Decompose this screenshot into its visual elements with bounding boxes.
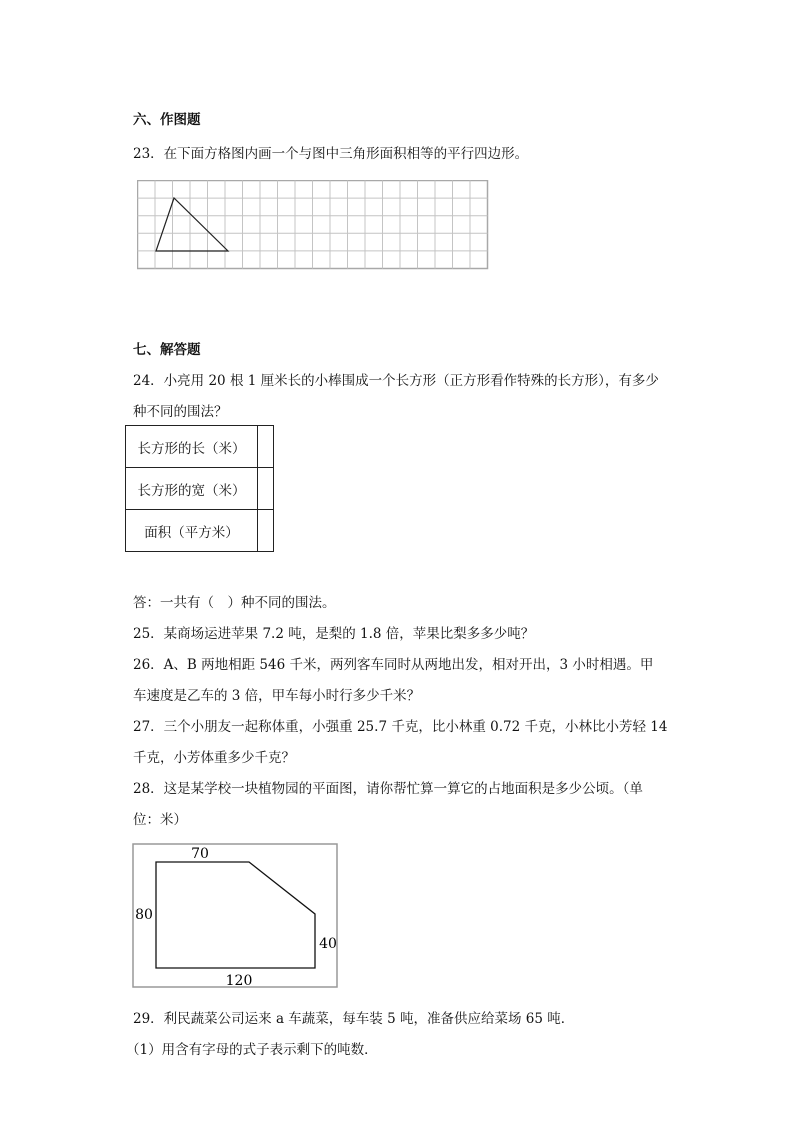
question-27-line-2: 千克，小芳体重多少千克？ (133, 750, 295, 766)
question-28-line-1: 28．这是某学校一块植物园的平面图，请你帮忙算一算它的占地面积是多少公顷。（单 (133, 781, 643, 797)
rectangle-table (125, 425, 274, 552)
question-27-line-1: 27．三个小朋友一起称体重，小强重 25.7 千克，比小林重 0.72 千克，小林比小芳轻 14 (133, 719, 668, 735)
figure-frame (133, 844, 337, 987)
question-25: 25．某商场运进苹果 7.2 吨，是梨的 1.8 倍，苹果比梨多多少吨？ (133, 626, 535, 642)
table-blank-cell (258, 468, 274, 510)
question-29-line-1: 29．利民蔬菜公司运来 a 车蔬菜，每车装 5 吨，准备供应给菜场 65 吨． (133, 1011, 575, 1027)
question-26-line-1: 26．A、B 两地相距 546 千米，两列客车同时从两地出发，相对开出，3 小时相遇。甲 (133, 657, 654, 673)
garden-plan-figure (132, 843, 339, 989)
label-bottom: 120 (225, 973, 253, 989)
table-row (126, 426, 274, 468)
garden-pentagon (156, 862, 315, 968)
section-6-heading: 六、作图题 (133, 112, 201, 128)
question-24-line-1: 24．小亮用 20 根 1 厘米长的小棒围成一个长方形（正方形看作特殊的长方形），有多少 (133, 373, 659, 389)
table-blank-cell (258, 510, 274, 552)
question-24-answer: 答：一共有（ ）种不同的围法。 (133, 595, 336, 611)
question-29-sub-1: （1）用含有字母的式子表示剩下的吨数． (126, 1042, 378, 1058)
section-7-heading: 七、解答题 (133, 342, 201, 358)
table-label-width: 长方形的宽（米） (126, 468, 258, 510)
question-24-line-2: 种不同的围法？ (133, 404, 228, 420)
label-left: 80 (135, 907, 153, 923)
grid-figure (137, 180, 489, 270)
label-top: 70 (191, 846, 209, 862)
table-label-length: 长方形的长（米） (126, 426, 258, 468)
question-28-line-2: 位：米） (133, 812, 187, 828)
table-row (126, 510, 274, 552)
triangle-shape (156, 198, 228, 251)
table-label-area: 面积（平方米） (126, 510, 258, 552)
grid-lines (138, 181, 488, 269)
table-blank-cell (258, 426, 274, 468)
question-26-line-2: 车速度是乙车的 3 倍，甲车每小时行多少千米？ (133, 688, 421, 704)
label-right: 40 (319, 936, 337, 952)
question-23: 23．在下面方格图内画一个与图中三角形面积相等的平行四边形。 (133, 146, 529, 162)
table-row (126, 468, 274, 510)
